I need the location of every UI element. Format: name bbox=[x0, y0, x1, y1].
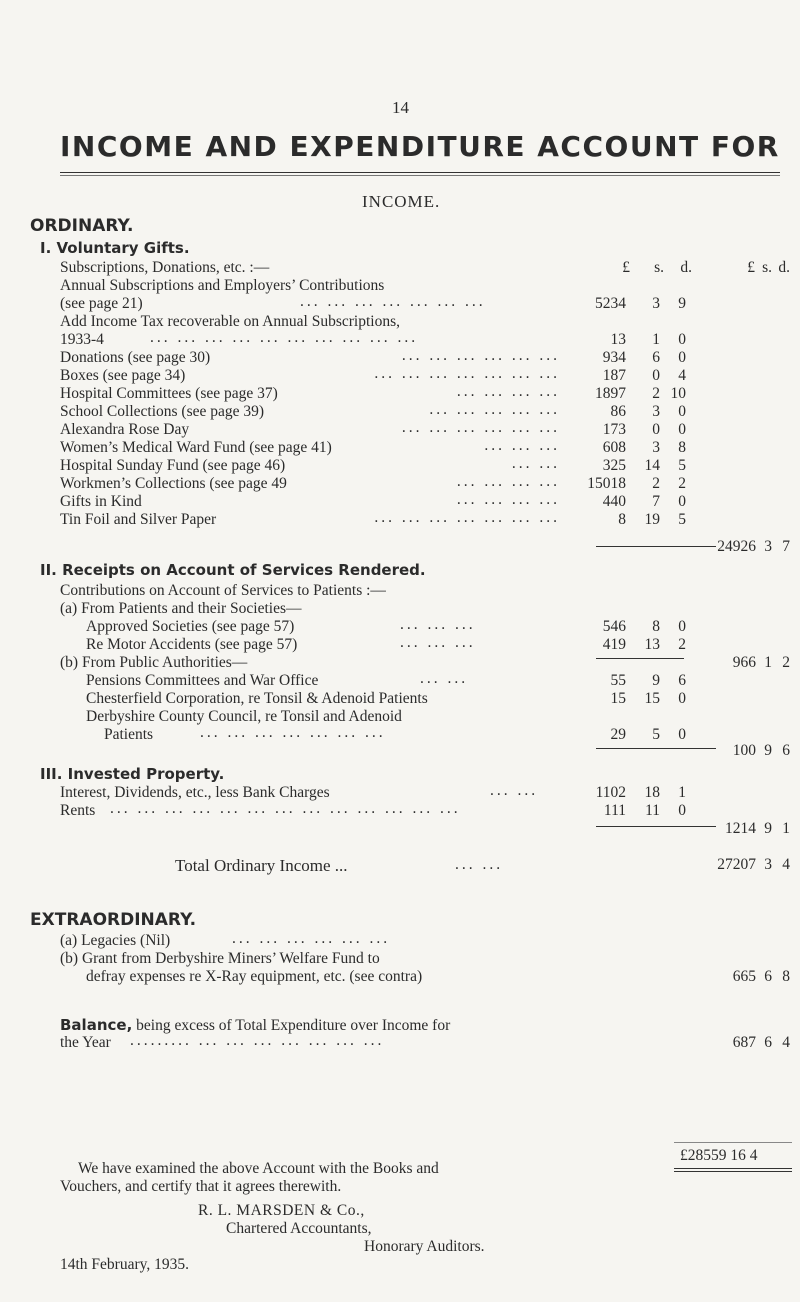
extraordinary-shillings: 6 bbox=[764, 968, 772, 985]
header-pence-1: d. bbox=[680, 259, 692, 276]
item-subscriptions-line1: Annual Subscriptions and Employers’ Contributions bbox=[60, 277, 385, 294]
balance-shillings: 6 bbox=[764, 1034, 772, 1051]
voluntary-gift-label: Tin Foil and Silver Paper bbox=[60, 511, 217, 528]
amount-pounds: 86 bbox=[610, 403, 626, 420]
section1-total-shillings: 3 bbox=[764, 538, 772, 555]
total-ordinary-pence: 4 bbox=[782, 856, 790, 873]
amount-pence: 0 bbox=[678, 403, 686, 420]
header-shillings-2: s. bbox=[762, 259, 772, 276]
amount-shillings: 6 bbox=[652, 349, 660, 366]
certification-date: 14th February, 1935. bbox=[60, 1256, 190, 1273]
amount-shillings: 3 bbox=[652, 295, 660, 312]
s3-item-interest: Interest, Dividends, etc., less Bank Charges bbox=[60, 784, 330, 801]
amount-shillings: 11 bbox=[645, 802, 660, 819]
item-income-tax-line2: 1933-4 bbox=[60, 331, 104, 348]
amount-pence: 2 bbox=[678, 475, 686, 492]
leader-dots: ... ... ... ... bbox=[456, 473, 560, 490]
leader-dots: ... ... bbox=[511, 455, 560, 472]
voluntary-gift-label: Boxes (see page 34) bbox=[60, 367, 186, 384]
amount-pence: 9 bbox=[678, 295, 686, 312]
balance-pence: 4 bbox=[782, 1034, 790, 1051]
amount-pence: 0 bbox=[678, 690, 686, 707]
header-shillings-1: s. bbox=[654, 259, 664, 276]
section1-title: I. Voluntary Gifts. bbox=[40, 239, 190, 257]
section1-total-pence: 7 bbox=[782, 538, 790, 555]
a-total-shillings: 1 bbox=[764, 654, 772, 671]
amount-pounds: 13 bbox=[610, 331, 626, 348]
subtotal-rule bbox=[596, 658, 684, 659]
leader-dots: ... ... ... ... ... bbox=[429, 401, 560, 418]
leader-dots: ... ... ... ... ... ... bbox=[401, 419, 560, 436]
a-item-approved: Approved Societies (see page 57) bbox=[86, 618, 295, 635]
amount-pence: 6 bbox=[678, 672, 686, 689]
amount-pounds: 15018 bbox=[587, 475, 626, 492]
amount-pounds: 608 bbox=[602, 439, 626, 456]
voluntary-gift-label: Alexandra Rose Day bbox=[60, 421, 190, 438]
amount-pounds: 8 bbox=[618, 511, 626, 528]
section1-total-pounds: 24926 bbox=[717, 538, 756, 555]
extraordinary-pounds: 665 bbox=[732, 968, 756, 985]
amount-pounds: 187 bbox=[602, 367, 626, 384]
a-total-pence: 2 bbox=[782, 654, 790, 671]
b-item-derbyshire-line2: Patients bbox=[104, 726, 154, 743]
leader-dots: ... ... ... ... ... ... ... bbox=[200, 724, 386, 741]
amount-shillings: 14 bbox=[644, 457, 660, 474]
amount-pence: 0 bbox=[678, 726, 686, 743]
grand-total: £28559 16 4 bbox=[680, 1147, 758, 1164]
amount-pence: 0 bbox=[678, 618, 686, 635]
amount-pounds: 173 bbox=[602, 421, 626, 438]
amount-pence: 0 bbox=[678, 349, 686, 366]
amount-shillings: 3 bbox=[652, 439, 660, 456]
heading-rule bbox=[60, 172, 780, 173]
income-title: INCOME. bbox=[362, 192, 441, 211]
amount-shillings: 1 bbox=[652, 331, 660, 348]
leader-dots: ... ... ... ... ... ... ... ... ... ... bbox=[150, 329, 419, 346]
subtotal-rule bbox=[596, 826, 716, 827]
item-subscriptions-line2: (see page 21) bbox=[60, 295, 143, 312]
leader-dots: ... ... bbox=[420, 670, 469, 687]
voluntary-gift-label: Gifts in Kind bbox=[60, 493, 142, 510]
leader-dots: ... ... ... bbox=[400, 616, 476, 633]
b-total-pence: 6 bbox=[782, 742, 790, 759]
leader-dots: ... ... bbox=[490, 782, 539, 799]
section1-intro: Subscriptions, Donations, etc. :— bbox=[60, 259, 270, 276]
section2-sub-a: (a) From Patients and their Societies— bbox=[60, 600, 302, 617]
voluntary-gift-label: Hospital Sunday Fund (see page 46) bbox=[60, 457, 286, 474]
leader-dots: ... ... ... bbox=[484, 437, 560, 454]
section3-title: III. Invested Property. bbox=[40, 765, 225, 783]
amount-pence: 2 bbox=[678, 636, 686, 653]
amount-pounds: 15 bbox=[610, 690, 626, 707]
amount-pounds: 440 bbox=[602, 493, 626, 510]
grand-total-rule-bottom bbox=[674, 1168, 792, 1169]
amount-pounds: 55 bbox=[610, 672, 626, 689]
amount-shillings: 2 bbox=[652, 385, 660, 402]
extraordinary-b-line2: defray expenses re X-Ray equipment, etc. (see contra) bbox=[86, 968, 423, 985]
amount-pence: 8 bbox=[678, 439, 686, 456]
amount-pounds: 111 bbox=[603, 802, 626, 819]
section3-total-pence: 1 bbox=[782, 820, 790, 837]
amount-shillings: 9 bbox=[652, 672, 660, 689]
amount-pounds: 5234 bbox=[595, 295, 626, 312]
leader-dots: ... ... ... ... bbox=[456, 491, 560, 508]
amount-pounds: 29 bbox=[610, 726, 626, 743]
amount-pence: 1 bbox=[678, 784, 686, 801]
header-pence-2: d. bbox=[778, 259, 790, 276]
a-item-motor: Re Motor Accidents (see page 57) bbox=[86, 636, 298, 653]
subtotal-rule bbox=[596, 748, 716, 749]
balance-line1: Balance, being excess of Total Expenditure over Income for bbox=[60, 1016, 451, 1034]
auditor-role1: Chartered Accountants, bbox=[226, 1220, 372, 1237]
amount-pounds: 325 bbox=[602, 457, 626, 474]
ordinary-title: ORDINARY. bbox=[30, 216, 134, 236]
amount-shillings: 18 bbox=[644, 784, 660, 801]
page-heading: INCOME AND EXPENDITURE ACCOUNT FOR bbox=[60, 130, 780, 163]
leader-dots: ... ... bbox=[455, 856, 504, 873]
amount-shillings: 3 bbox=[652, 403, 660, 420]
amount-pounds: 419 bbox=[602, 636, 626, 653]
amount-pence: 0 bbox=[678, 802, 686, 819]
amount-pence: 10 bbox=[670, 385, 686, 402]
amount-shillings: 19 bbox=[644, 511, 660, 528]
amount-pence: 5 bbox=[678, 457, 686, 474]
section2-title: II. Receipts on Account of Services Rendered. bbox=[40, 561, 426, 579]
subtotal-rule bbox=[596, 546, 716, 547]
b-item-pensions: Pensions Committees and War Office bbox=[86, 672, 319, 689]
amount-pounds: 546 bbox=[602, 618, 626, 635]
amount-shillings: 13 bbox=[644, 636, 660, 653]
header-pounds-1: £ bbox=[622, 259, 630, 276]
extraordinary-a: (a) Legacies (Nil) bbox=[60, 932, 171, 949]
item-income-tax-line1: Add Income Tax recoverable on Annual Subscriptions, bbox=[60, 313, 400, 330]
amount-shillings: 15 bbox=[644, 690, 660, 707]
section2-intro: Contributions on Account of Services to Patients :— bbox=[60, 582, 386, 599]
extraordinary-b-line1: (b) Grant from Derbyshire Miners’ Welfare Fund to bbox=[60, 950, 380, 967]
page-number: 14 bbox=[392, 98, 409, 117]
leader-dots: ... ... ... ... ... ... bbox=[401, 347, 560, 364]
leader-dots: ......... ... ... ... ... ... ... ... bbox=[130, 1032, 385, 1049]
section2-sub-b: (b) From Public Authorities— bbox=[60, 654, 248, 671]
amount-pence: 0 bbox=[678, 331, 686, 348]
amount-pence: 0 bbox=[678, 493, 686, 510]
a-total-pounds: 966 bbox=[732, 654, 756, 671]
section3-total-shillings: 9 bbox=[764, 820, 772, 837]
auditor-role2: Honorary Auditors. bbox=[364, 1238, 485, 1255]
amount-shillings: 7 bbox=[652, 493, 660, 510]
heading-rule-2 bbox=[60, 175, 780, 176]
amount-pounds: 1897 bbox=[595, 385, 626, 402]
header-pounds-2: £ bbox=[747, 259, 755, 276]
leader-dots: ... ... ... ... ... ... ... bbox=[374, 365, 560, 382]
balance-line2: the Year bbox=[60, 1034, 111, 1051]
balance-line1-text: being excess of Total Expenditure over Income for bbox=[136, 1017, 451, 1034]
leader-dots: ... ... ... ... ... ... bbox=[232, 930, 391, 947]
voluntary-gift-label: Women’s Medical Ward Fund (see page 41) bbox=[60, 439, 332, 456]
leader-dots: ... ... ... ... ... ... ... ... ... ... ... ... ... bbox=[110, 800, 461, 817]
extraordinary-title: EXTRAORDINARY. bbox=[30, 910, 197, 930]
leader-dots: ... ... ... bbox=[400, 634, 476, 651]
voluntary-gift-label: Donations (see page 30) bbox=[60, 349, 211, 366]
voluntary-gift-label: Hospital Committees (see page 37) bbox=[60, 385, 278, 402]
total-ordinary-pounds: 27207 bbox=[717, 856, 756, 873]
total-ordinary-label: Total Ordinary Income ... bbox=[175, 856, 348, 875]
s3-item-rents: Rents bbox=[60, 802, 96, 819]
certification-line1: We have examined the above Account with the Books and bbox=[78, 1160, 439, 1177]
b-total-shillings: 9 bbox=[764, 742, 772, 759]
amount-pence: 5 bbox=[678, 511, 686, 528]
amount-shillings: 5 bbox=[652, 726, 660, 743]
grand-total-rule-bottom-2 bbox=[674, 1171, 792, 1172]
amount-pounds: 1102 bbox=[595, 784, 626, 801]
extraordinary-pence: 8 bbox=[782, 968, 790, 985]
total-ordinary-shillings: 3 bbox=[764, 856, 772, 873]
amount-pence: 4 bbox=[678, 367, 686, 384]
section3-total-pounds: 1214 bbox=[725, 820, 756, 837]
voluntary-gift-label: Workmen’s Collections (see page 49 bbox=[60, 475, 287, 492]
voluntary-gift-label: School Collections (see page 39) bbox=[60, 403, 265, 420]
amount-shillings: 8 bbox=[652, 618, 660, 635]
b-total-pounds: 100 bbox=[732, 742, 756, 759]
balance-pounds: 687 bbox=[732, 1034, 756, 1051]
amount-shillings: 0 bbox=[652, 367, 660, 384]
amount-pence: 0 bbox=[678, 421, 686, 438]
b-item-chesterfield: Chesterfield Corporation, re Tonsil & Adenoid Patients bbox=[86, 690, 428, 707]
amount-shillings: 2 bbox=[652, 475, 660, 492]
auditor-firm: R. L. MARSDEN & Co., bbox=[198, 1202, 365, 1219]
amount-shillings: 0 bbox=[652, 421, 660, 438]
b-item-derbyshire-line1: Derbyshire County Council, re Tonsil and Adenoid bbox=[86, 708, 402, 725]
certification-line2: Vouchers, and certify that it agrees therewith. bbox=[60, 1178, 342, 1195]
leader-dots: ... ... ... ... bbox=[456, 383, 560, 400]
leader-dots: ... ... ... ... ... ... ... bbox=[374, 509, 560, 526]
leader-dots: ... ... ... ... ... ... ... bbox=[300, 293, 486, 310]
amount-pounds: 934 bbox=[602, 349, 626, 366]
grand-total-rule-top bbox=[674, 1142, 792, 1143]
